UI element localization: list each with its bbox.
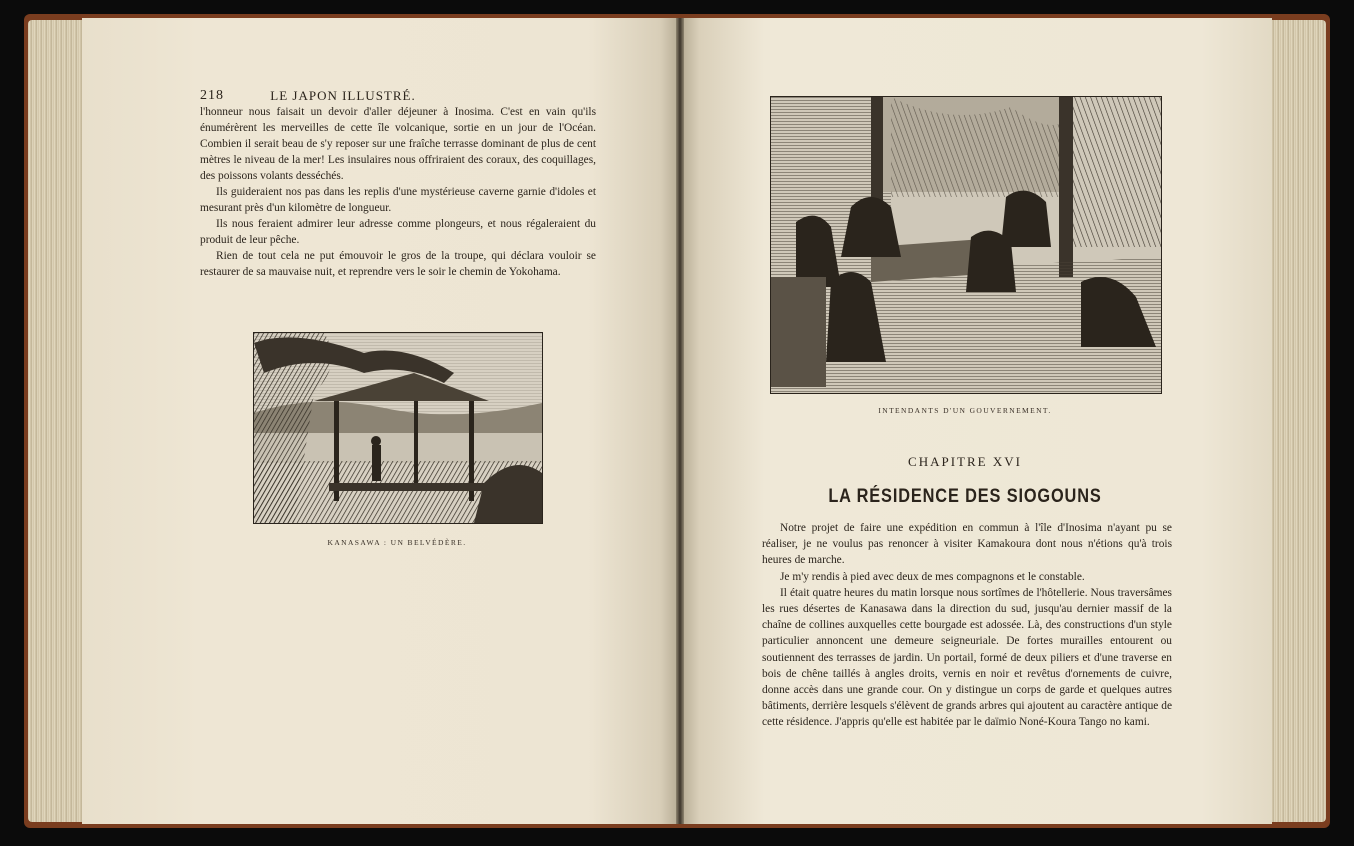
paragraph: Rien de tout cela ne put émouvoir le gros de la troupe, qui déclara vouloir se restaurer de sa mauvaise nuit, et reprendre vers le soir le chemin de Yokohama. [200,250,596,278]
paragraph: Ils guideraient nos pas dans les replis d'une mystérieuse caverne garnie d'idoles et mesurant près d'un kilomètre de longueur. [200,186,596,214]
illustration-belvedere [253,332,543,524]
paragraph: Notre projet de faire une expédition en commun à l'île d'Inosima n'ayant pu se réaliser, je ne voulus pas renoncer à visiter Kamakoura dont nous n'étions qu'à trois heures de marche. [762,522,1172,567]
right-body-text [762,520,1172,731]
left-body-text [200,104,596,280]
chapter-number: CHAPITRE XVI [908,454,1022,469]
illustration-caption: INTENDANTS D'UN GOUVERNEMENT. [878,406,1052,415]
paragraph: Il était quatre heures du matin lorsque nous sortîmes de l'hôtellerie. Nous traversâmes les rues désertes de Kanasawa dans la direction du sud, jusqu'au dernier massif de la chaîne de collines auxquelles cette bourgade est adossée. Là, des constructions d'un style particulier annoncent une demeure seigneuriale. De fortes murailles entourent ou soutiennent des terrasses de jardin. Un portail, formé de deux piliers et d'une traverse en bois de chêne taillés à angles droits, vernis en noir et revêtus d'ornements de cuivre, donne accès dans une grande cour. On y distingue un corps de garde et quelques autres bâtiments, derrière lesquels s'élèvent de grands arbres qui ajoutent au caractère antique de cette résidence. J'appris qu'elle est habitée par le daïmio Noné-Koura Tango no kami. [762,586,1172,729]
book-gutter [676,18,684,824]
paragraph: Ils nous feraient admirer leur adresse comme plongeurs, et nous régaleraient du produit de leur pêche. [200,218,596,246]
illustration-caption: KANASAWA : UN BELVÉDÈRE. [327,538,467,547]
illustration-intendants [770,96,1162,394]
running-head [200,88,462,104]
chapter-title: LA RÉSIDENCE DES SIOGOUNS [828,486,1102,507]
paragraph: l'honneur nous faisait un devoir d'aller déjeuner à Inosima. C'est en vain qu'ils énumérèrent les merveilles de cette île volcanique, sortie en un jour de l'Océan. Combien il serait beau de s'y reposer sur une fraîche terrasse dominant de plus de cent mètres le niveau de la mer! Les insulaires nous offriraient des coraux, des coquillages, des poissons volants desséchés. [200,106,596,182]
intendants-engraving-image [771,97,1161,393]
belvedere-engraving-image [254,333,542,523]
page-edges-left [28,20,84,822]
running-head-title: LE JAPON ILLUSTRÉ. [270,88,416,103]
paragraph: Je m'y rendis à pied avec deux de mes compagnons et le constable. [780,570,1085,583]
page-edges-right [1270,20,1326,822]
page-number: 218 [200,88,224,103]
